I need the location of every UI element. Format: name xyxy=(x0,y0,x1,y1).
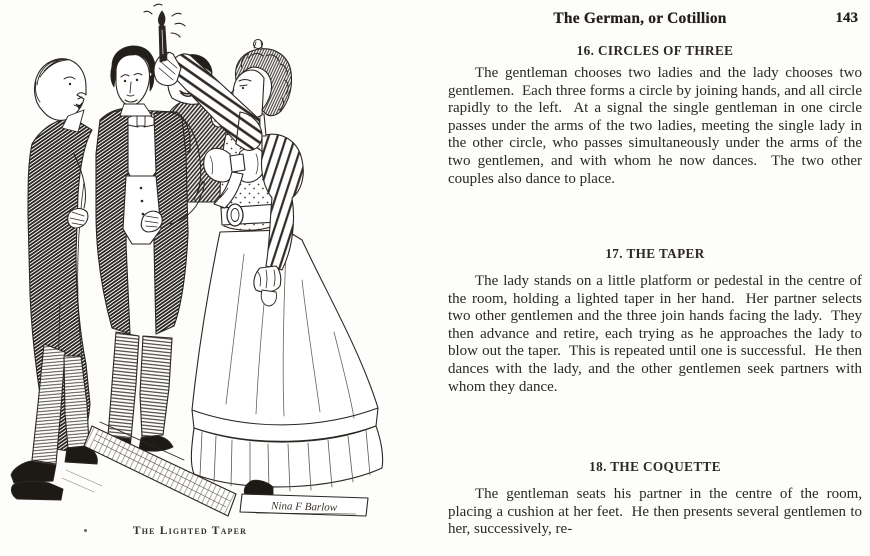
section-heading-the-coquette: 18. THE COQUETTE xyxy=(589,459,721,474)
page-number: 143 xyxy=(835,10,858,26)
illustration-area xyxy=(4,2,444,556)
section-body-the-coquette: The gentleman seats his partner in the centre of the room, placing a cushion at her feet. He then presents several gentlemen to her, successively, re- xyxy=(448,486,866,538)
running-head xyxy=(448,10,862,32)
lighted-taper-illustration xyxy=(4,2,440,522)
taper-candle xyxy=(159,26,167,62)
gentleman-left-figure xyxy=(11,59,97,500)
text-column xyxy=(448,0,866,556)
artist-signature: Nina F Barlow xyxy=(270,500,338,514)
section-body-circles-of-three: The gentleman chooses two ladies and the lady chooses two gentlemen. Each three forms a circle by joining hands, and all circle rapidly to the left. At a signal the single gentleman in one circle passes under the arms of the two ladies, meeting the single lady in the other circle, who passes simultaneously under the arms of the two gentlemen, and with whom he now dances. The two other couples also dance to place. xyxy=(448,65,866,187)
running-head-title: The German, or Cotillion xyxy=(553,10,727,27)
illustration-caption: The Lighted Taper xyxy=(132,525,248,537)
section-body-the-taper: The lady stands on a little platform or pedestal in the centre of the room, holding a lighted taper in her hand. Her partner selects two other gentlemen and the three join hands facing the lady. They then advance and retire, each trying as he approaches the lady to blow out the taper. This is repeated until one is successful. He then dances with the lady, and the other gentlemen seek partners with whom they dance. xyxy=(448,273,866,395)
scan-speck xyxy=(84,529,87,532)
section-heading-the-taper: 17. THE TAPER xyxy=(605,246,705,261)
section-heading-circles-of-three: 16. CIRCLES OF THREE xyxy=(576,43,734,58)
